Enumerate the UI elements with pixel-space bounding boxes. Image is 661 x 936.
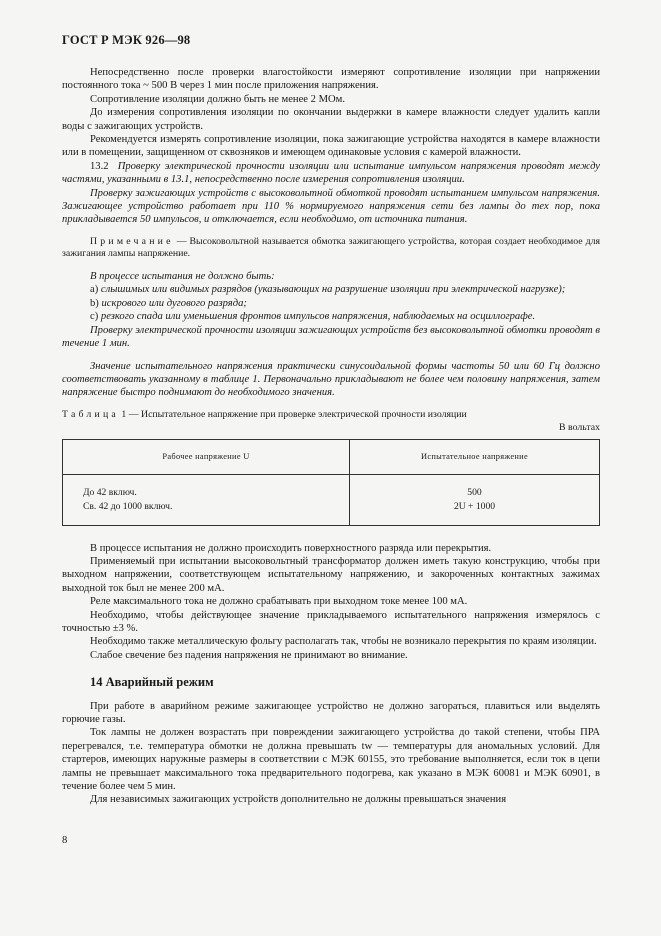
list-item — [62, 310, 600, 323]
list-item — [62, 297, 600, 310]
cell-value: До 42 включ. — [83, 487, 137, 499]
paragraph: Для независимых зажигающих устройств дополнительно не должны превышаться значения — [90, 794, 507, 806]
paragraph: Необходимо, чтобы действующее значение прикладываемого испытательного напряжения измерялось с точностью ±3 %. — [62, 609, 600, 634]
paragraph: При работе в аварийном режиме зажигающее устройство не должно загораться, плавиться или выделять горючие газы. — [62, 700, 600, 725]
clause-13-2 — [62, 160, 600, 187]
list-label: а) — [90, 284, 99, 296]
clause-number: 13.2 — [90, 160, 109, 172]
list-item — [62, 283, 600, 296]
paragraph: Непосредственно после проверки влагостойкости измеряют сопротивление изоляции при напряжении постоянного тока ~ 500 В через 1 мин после приложения напряжения. — [62, 67, 600, 92]
working-voltage-cell — [63, 474, 350, 525]
list-label: b) — [90, 297, 99, 309]
paragraph: Применяемый при испытании высоковольтный трансформатор должен иметь такую конструкцию, чтобы при выходном напряжении, соответствующем испытательному напряжению, и закороченных контактных зажимах выходной ток был не менее 200 мА. — [62, 555, 600, 594]
table-row — [63, 474, 600, 525]
paragraph: Рекомендуется измерять сопротивление изоляции, пока зажигающие устройства находятся в камере влажности или в помещении, защищенном от сквозняков и имеющем одинаковые условия с камерой влажности. — [62, 134, 600, 159]
table-header-row — [63, 439, 600, 474]
col-header-test-voltage: Испытательное напряжение — [350, 439, 600, 474]
paragraph: Проверку зажигающих устройств с высоковольтной обмоткой проводят испытанием импульсом напряжения. Зажигающее устройство работает при 110 % нормируемого напряжения сети без лампы до тех пор, пока прикладывается 50 импульсов, и отключается, если необходимо, от источника питания. — [62, 187, 600, 226]
note — [62, 236, 600, 261]
paragraph: Проверку электрической прочности изоляции зажигающих устройств без высоковольтной обмотки проводят в течение 1 мин. — [62, 324, 600, 350]
voltage-table — [62, 439, 600, 526]
table-title: — Испытательное напряжение при проверке электрической прочности изоляции — [128, 408, 467, 420]
cell-value: Св. 42 до 1000 включ. — [83, 500, 173, 512]
paragraph: В процессе испытания не должно быть: — [90, 271, 275, 283]
paragraph: Слабое свечение без падения напряжения не принимают во внимание. — [90, 649, 408, 661]
clause-text: Проверку электрической прочности изоляции или испытание импульсом напряжения проводят между частями, указанными в 13.1, непосредственно после измерения сопротивления изоляции. — [62, 160, 600, 186]
paragraph: Необходимо также металлическую фольгу располагать так, чтобы не возникало перекрытия по краям изоляции. — [90, 636, 597, 648]
paragraph: До измерения сопротивления изоляции по окончании выдержки в камере влажности следует удалить капли воды с зажигающих устройств. — [62, 107, 600, 132]
table-units: В вольтах — [559, 422, 600, 434]
table-number: 1 — [121, 408, 127, 420]
cell-value: 2U + 1000 — [453, 500, 496, 512]
standard-header: ГОСТ Р МЭК 926—98 — [62, 33, 191, 47]
paragraph: Значение испытательного напряжения практически синусоидальной формы частоты 50 или 60 Гц должно соответствовать указанному в таблице 1. Первоначально прикладывают не более чем половину напряжения, затем напряжение быстро поднимают до необходимого значения. — [62, 360, 600, 399]
list-text: искрового или дугового разряда; — [101, 297, 247, 309]
note-text: — Высоковольтной называется обмотка зажигающего устройства, которая создает необходимое для зажигания лампы напряжение. — [62, 235, 601, 260]
page-number: 8 — [62, 835, 68, 846]
table-label: Таблица — [62, 408, 119, 420]
col-header-working-voltage: Рабочее напряжение U — [63, 439, 350, 474]
list-label: c) — [90, 311, 99, 323]
document-body — [62, 66, 600, 807]
table-caption — [62, 408, 600, 421]
paragraph: Реле максимального тока не должно срабатывать при выходном токе менее 100 мА. — [90, 596, 468, 608]
test-voltage-cell — [350, 474, 600, 525]
section-heading: 14 Аварийный режим — [90, 675, 214, 690]
list-text: слышимых или видимых разрядов (указывающих на разрушение изоляции при электрической нагрузке); — [100, 284, 566, 296]
paragraph: Ток лампы не должен возрастать при повреждении зажигающего устройства до такой степени, чтобы ПРА перегревался, т.е. температура обмотки не должна превышать tw — температуры для аномальных условий. Для стартеров, имеющих наружные размеры в соответствии с МЭК 60155, это требование выполняется, если ток в цепи лампы не превышает максимального тока предварительного подогрева, как указано в МЭК 60081 и МЭК 60901, в течение более чем 5 мин. — [62, 727, 600, 793]
cell-value: 500 — [467, 487, 482, 499]
list-text: резкого спада или уменьшения фронтов импульсов напряжения, наблюдаемых на осциллографе. — [100, 311, 536, 323]
paragraph: В процессе испытания не должно происходить поверхностного разряда или перекрытия. — [90, 542, 492, 554]
paragraph: Сопротивление изоляции должно быть не менее 2 МОм. — [90, 93, 345, 105]
note-label: Примечание — [90, 235, 174, 247]
